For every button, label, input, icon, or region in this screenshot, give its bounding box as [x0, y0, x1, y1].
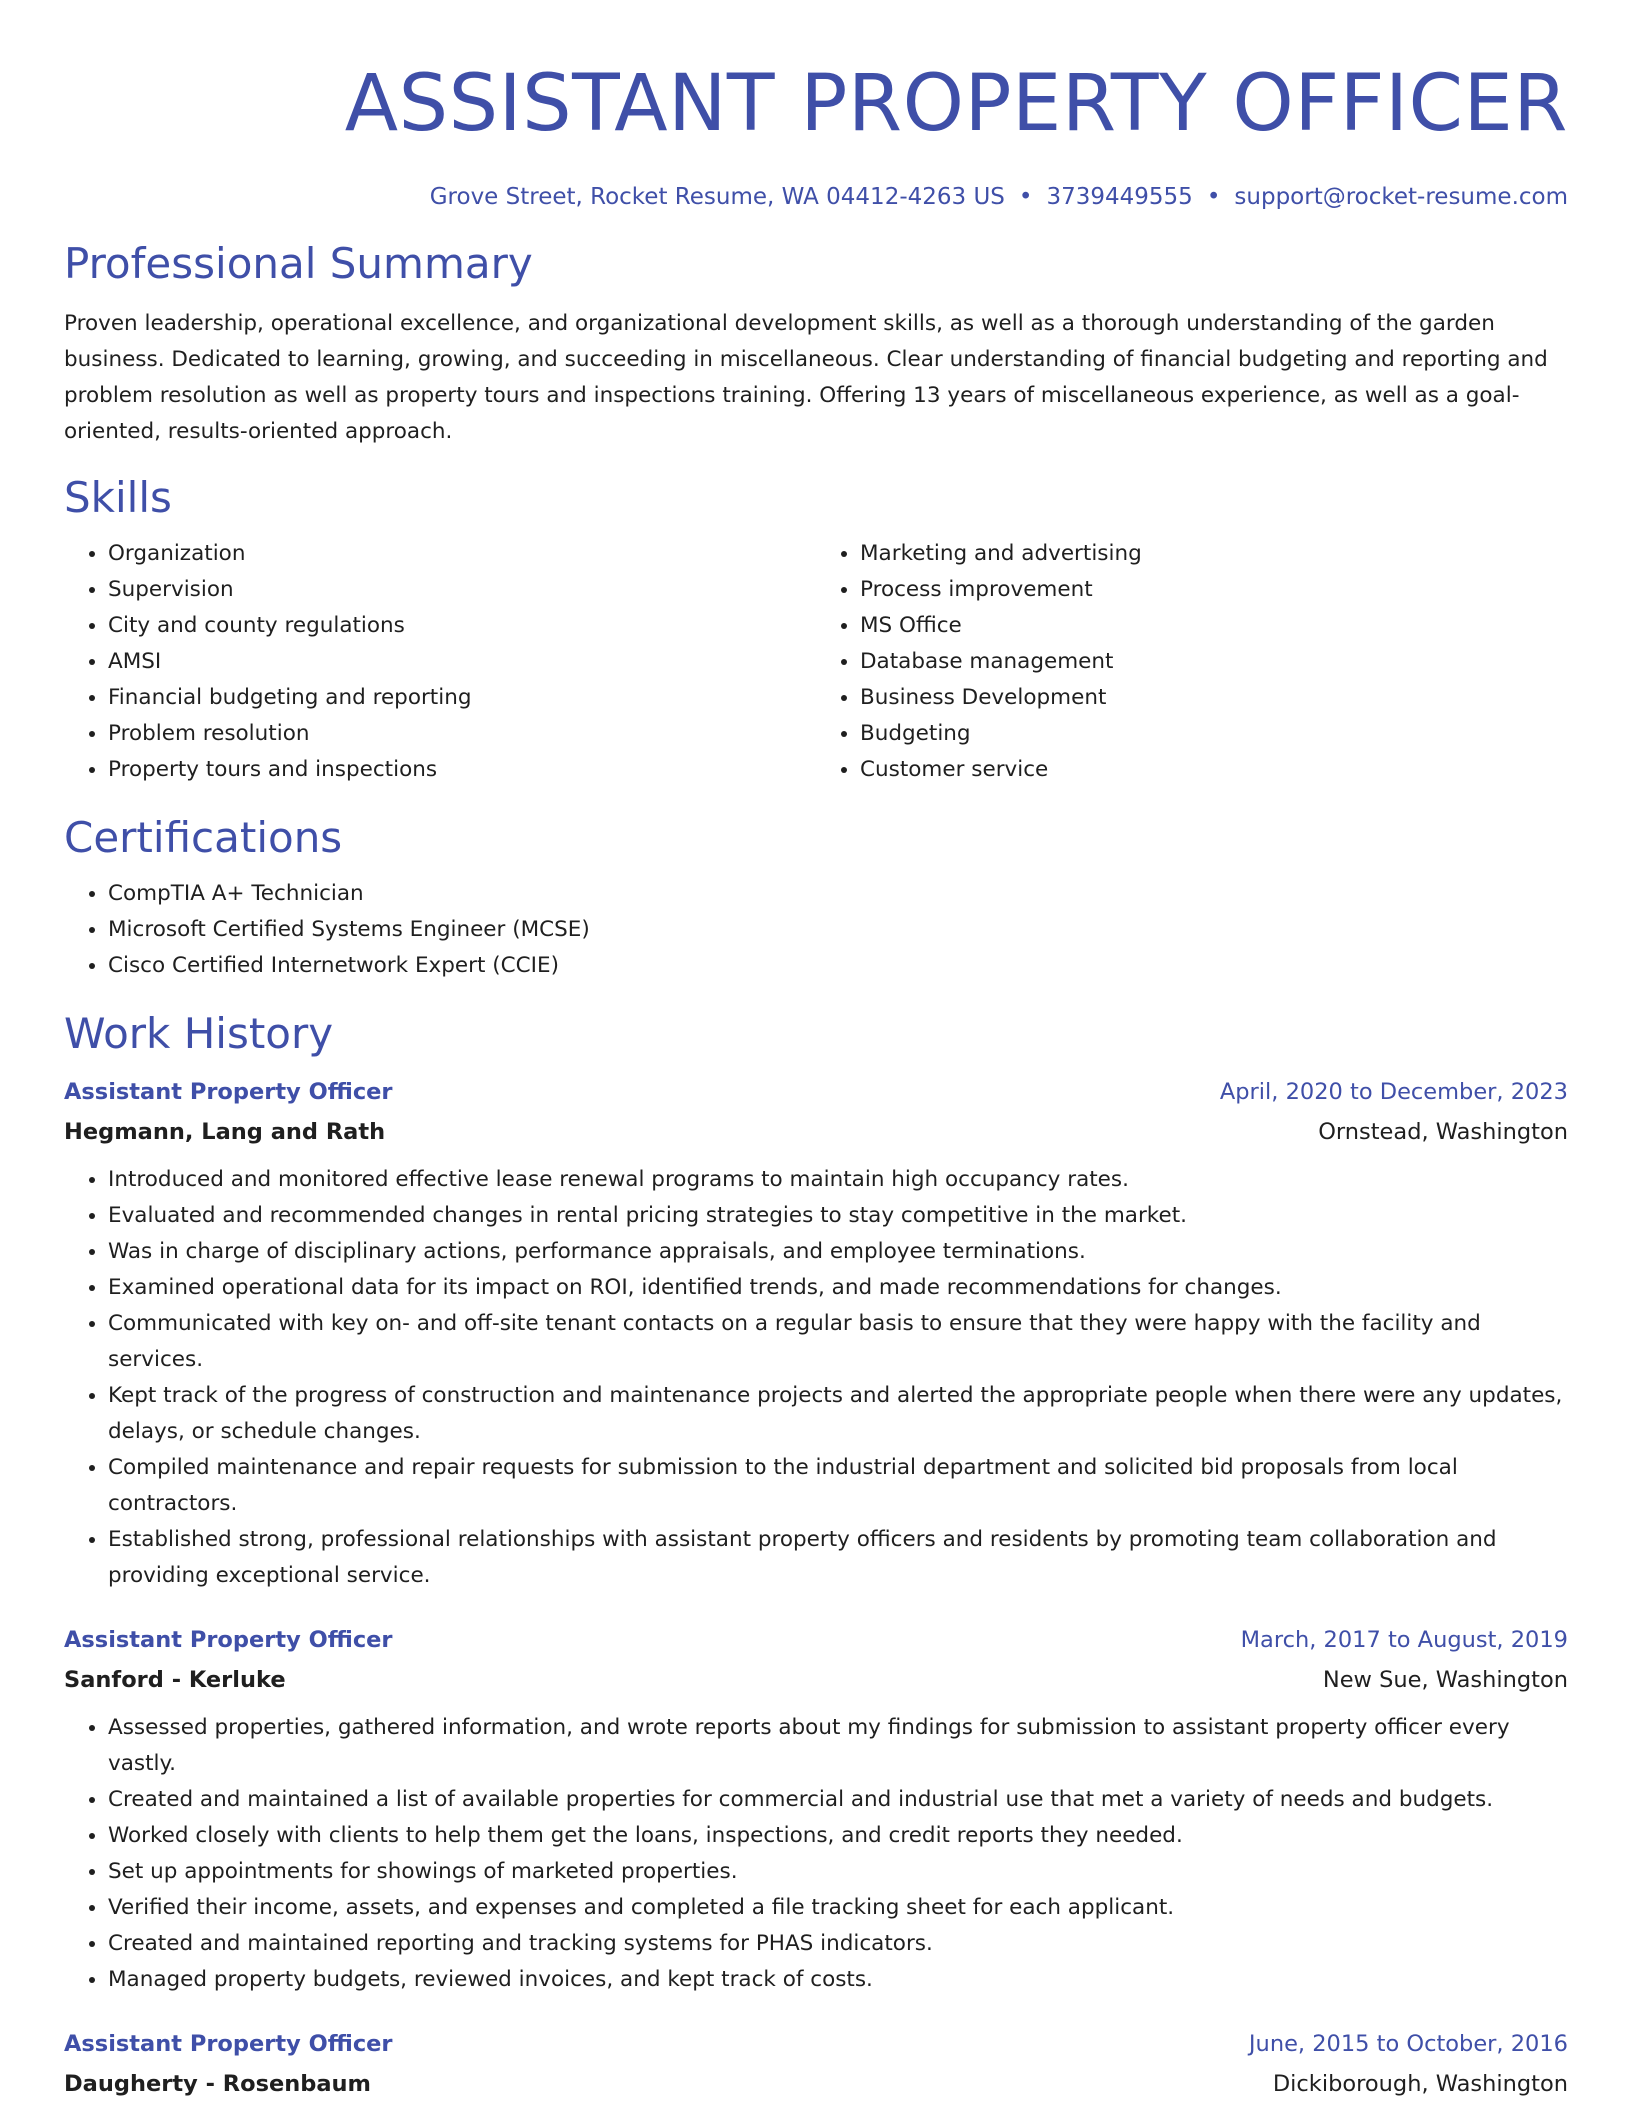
- skill-item: • Organization: [108, 536, 816, 572]
- job-subheader: [64, 2064, 1568, 2104]
- separator: •: [1206, 184, 1221, 210]
- job-bullet: • Established strong, professional relationships with assistant property officers and residents by promoting team collaboration and providing exceptional service.: [108, 1522, 1568, 1594]
- job-bullets: [64, 1710, 1568, 1998]
- address: Grove Street, Rocket Resume, WA 04412-4263 US: [429, 184, 1005, 210]
- job-bullet: • Introduced and monitored effective lease renewal programs to maintain high occupancy rates.: [108, 1162, 1568, 1198]
- skill-item: • Customer service: [860, 752, 1568, 788]
- skill-item: • MS Office: [860, 608, 1568, 644]
- job-bullet: • Set up appointments for showings of marketed properties.: [108, 1854, 1568, 1890]
- section-title: Certifications: [64, 813, 343, 862]
- job-dates: April, 2020 to December, 2023: [1219, 1079, 1568, 1105]
- skill-item: • Budgeting: [860, 716, 1568, 752]
- skill-item: • Process improvement: [860, 572, 1568, 608]
- work-history-section: [64, 1006, 1568, 2104]
- skill-item: • Marketing and advertising: [860, 536, 1568, 572]
- certifications-list: [64, 876, 1568, 984]
- job-bullet: • Worked closely with clients to help them get the loans, inspections, and credit reports they needed.: [108, 1818, 1568, 1854]
- skills-list-left: [64, 536, 816, 788]
- job-bullet: • Evaluated and recommended changes in rental pricing strategies to stay competitive in the market.: [108, 1198, 1568, 1234]
- job-bullet: • Kept track of the progress of construction and maintenance projects and alerted the appropriate people when there were any updates, delays, or schedule changes.: [108, 1378, 1568, 1450]
- job-dates: June, 2015 to October, 2016: [1248, 2031, 1568, 2057]
- skill-item: • Problem resolution: [108, 716, 816, 752]
- job-bullet: • Was in charge of disciplinary actions, performance appraisals, and employee terminations.: [108, 1234, 1568, 1270]
- job-subheader: [64, 1660, 1568, 1700]
- certifications-section: [64, 810, 1568, 984]
- job-company: Hegmann, Lang and Rath: [64, 1119, 386, 1145]
- phone: 3739449555: [1046, 184, 1193, 210]
- section-title: Skills: [64, 473, 172, 522]
- job-dates: March, 2017 to August, 2019: [1240, 1627, 1568, 1653]
- job-bullet: • Verified their income, assets, and expenses and completed a file tracking sheet for each applicant.: [108, 1890, 1568, 1926]
- job-bullet: • Assessed properties, gathered information, and wrote reports about my findings for submission to assistant property officer every vastly.: [108, 1710, 1568, 1782]
- job-company: Sanford - Kerluke: [64, 1667, 286, 1693]
- job-location: Ornstead, Washington: [1318, 1119, 1568, 1145]
- skill-item: • Financial budgeting and reporting: [108, 680, 816, 716]
- job-bullet: • Communicated with key on- and off-site tenant contacts on a regular basis to ensure that they were happy with the facility and services.: [108, 1306, 1568, 1378]
- job-bullet: • Created and maintained a list of available properties for commercial and industrial use that met a variety of needs and budgets.: [108, 1782, 1568, 1818]
- job-entry: [64, 1620, 1568, 1998]
- job-location: New Sue, Washington: [1322, 1667, 1568, 1693]
- skill-item: • Database management: [860, 644, 1568, 680]
- certification-item: • Microsoft Certified Systems Engineer (MCSE): [108, 912, 1568, 948]
- job-header: [64, 1620, 1568, 1660]
- job-role: Assistant Property Officer: [64, 2031, 393, 2057]
- job-bullet: • Managed property budgets, reviewed invoices, and kept track of costs.: [108, 1962, 1568, 1998]
- job-header: [64, 2024, 1568, 2064]
- contact-line: [64, 180, 1568, 214]
- job-company: Daugherty - Rosenbaum: [64, 2071, 371, 2097]
- skill-item: • AMSI: [108, 644, 816, 680]
- candidate-title: ASSISTANT PROPERTY OFFICER: [344, 59, 1568, 149]
- skill-item: • Business Development: [860, 680, 1568, 716]
- skills-list-right: [816, 536, 1568, 788]
- skill-item: • City and county regulations: [108, 608, 816, 644]
- email-link[interactable]: support@rocket-resume.com: [1234, 184, 1568, 210]
- job-role: Assistant Property Officer: [64, 1627, 393, 1653]
- job-bullet: • Examined operational data for its impact on ROI, identified trends, and made recommendations for changes.: [108, 1270, 1568, 1306]
- separator: •: [1018, 184, 1033, 210]
- job-role: Assistant Property Officer: [64, 1079, 393, 1105]
- skills-section: [64, 470, 1568, 788]
- summary-text: Proven leadership, operational excellence, and organizational development skills, as well as a thorough understanding of the garden business. Dedicated to learning, growing, and succeeding in miscellaneous. Clear understanding of financial budgeting and reporting and problem resolution as well as property tours and inspections training. Offering 13 years of miscellaneous experience, as well as a goal-oriented, results-oriented approach.: [64, 311, 1548, 444]
- section-title: Professional Summary: [64, 239, 533, 288]
- job-entry: [64, 2024, 1568, 2104]
- job-bullet: • Compiled maintenance and repair requests for submission to the industrial department and solicited bid proposals from local contractors.: [108, 1450, 1568, 1522]
- job-header: [64, 1072, 1568, 1112]
- job-bullet: • Created and maintained reporting and tracking systems for PHAS indicators.: [108, 1926, 1568, 1962]
- job-entry: [64, 1072, 1568, 1594]
- job-location: Dickiborough, Washington: [1272, 2071, 1568, 2097]
- certification-item: • Cisco Certified Internetwork Expert (CCIE): [108, 948, 1568, 984]
- skill-item: • Supervision: [108, 572, 816, 608]
- section-title: Work History: [64, 1009, 334, 1058]
- certification-item: • CompTIA A+ Technician: [108, 876, 1568, 912]
- job-bullets: [64, 1162, 1568, 1594]
- summary-section: [64, 236, 1568, 450]
- skills-columns: [64, 536, 1568, 788]
- job-subheader: [64, 1112, 1568, 1152]
- skill-item: • Property tours and inspections: [108, 752, 816, 788]
